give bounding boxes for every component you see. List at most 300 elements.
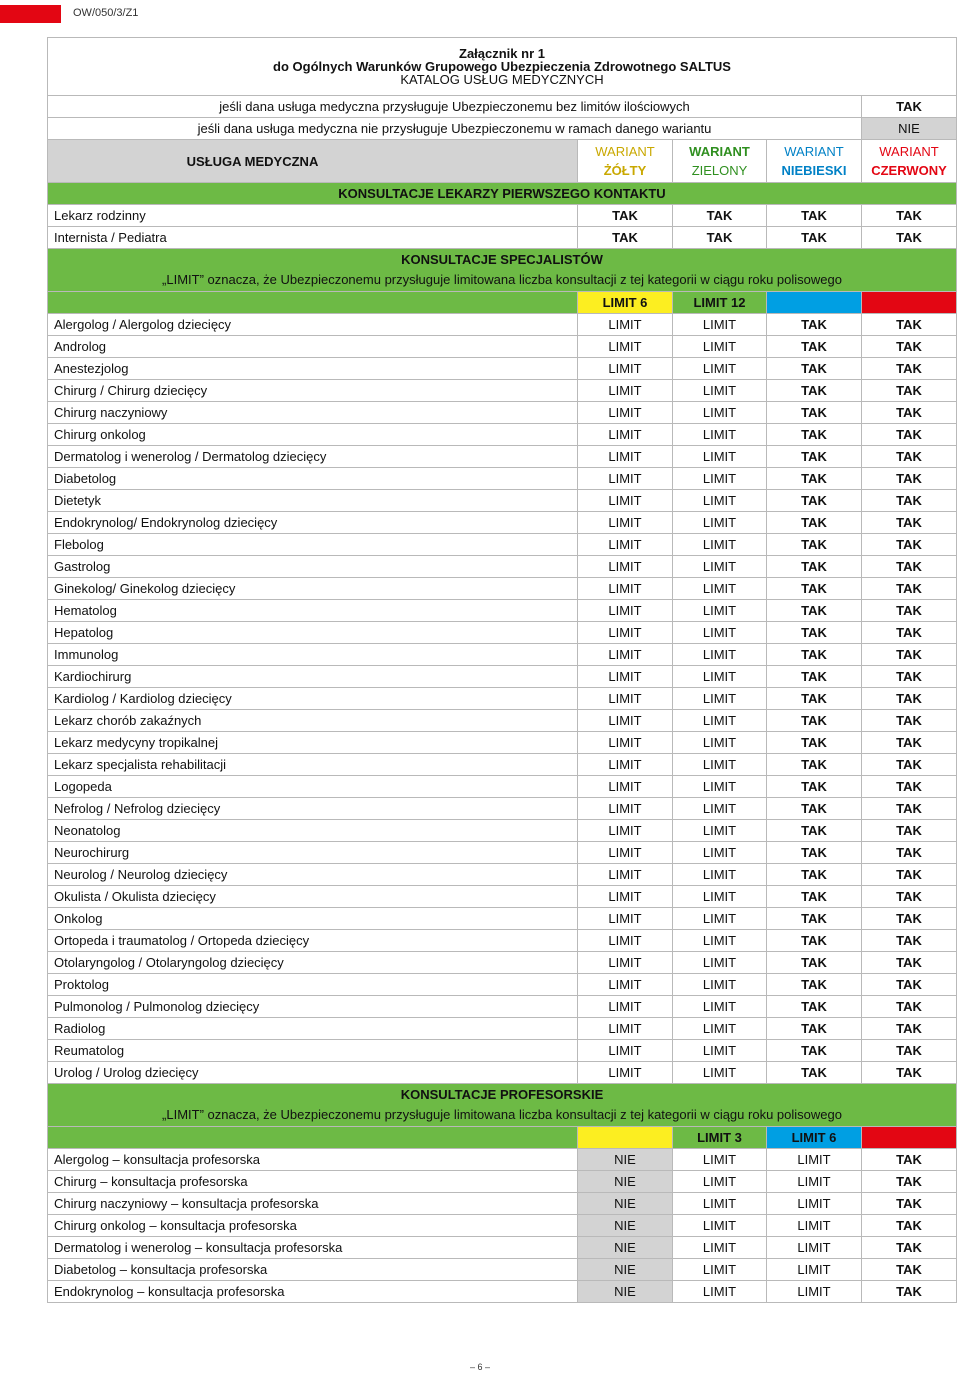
specialists-value-blue: TAK (767, 666, 862, 688)
professors-value-green: LIMIT (673, 1149, 767, 1171)
specialists-service-name: Androlog (48, 336, 578, 358)
primary-care-service-name: Lekarz rodzinny (48, 205, 578, 227)
variant-green-header (673, 140, 767, 183)
specialists-row (48, 446, 957, 468)
specialists-value-green: LIMIT (673, 402, 767, 424)
professors-row (48, 1281, 957, 1303)
specialists-value-yellow: LIMIT (578, 732, 673, 754)
specialists-value-blue: TAK (767, 358, 862, 380)
professors-row (48, 1259, 957, 1281)
primary-care-value-red: TAK (862, 205, 957, 227)
specialists-row (48, 622, 957, 644)
specialists-value-green: LIMIT (673, 468, 767, 490)
section-professors-title: KONSULTACJE PROFESORSKIE (400, 1087, 604, 1102)
specialists-value-yellow: LIMIT (578, 820, 673, 842)
specialists-value-green: LIMIT (673, 776, 767, 798)
specialists-value-red: TAK (862, 886, 957, 908)
professors-limit-green: LIMIT 3 (673, 1127, 767, 1149)
variant-red-name: CZERWONY (871, 163, 947, 178)
specialists-value-red: TAK (862, 380, 957, 402)
specialists-value-green: LIMIT (673, 314, 767, 336)
specialists-service-name: Kardiochirurg (48, 666, 578, 688)
specialists-service-name: Endokrynolog/ Endokrynolog dziecięcy (48, 512, 578, 534)
specialists-value-green: LIMIT (673, 600, 767, 622)
specialists-service-name: Ginekolog/ Ginekolog dziecięcy (48, 578, 578, 600)
specialists-value-blue: TAK (767, 490, 862, 512)
specialists-value-green: LIMIT (673, 512, 767, 534)
professors-service-name: Chirurg onkolog – konsultacja profesorska (48, 1215, 578, 1237)
specialists-value-yellow: LIMIT (578, 1062, 673, 1084)
specialists-value-blue: TAK (767, 380, 862, 402)
service-column-header: USŁUGA MEDYCZNA (48, 140, 578, 183)
variant-yellow-name: ŻÓŁTY (603, 163, 647, 178)
specialists-value-red: TAK (862, 336, 957, 358)
specialists-value-green: LIMIT (673, 424, 767, 446)
specialists-value-yellow: LIMIT (578, 930, 673, 952)
professors-service-name: Diabetolog – konsultacja profesorska (48, 1259, 578, 1281)
specialists-row (48, 578, 957, 600)
specialists-value-green: LIMIT (673, 930, 767, 952)
medical-services-catalog-table (47, 37, 957, 1303)
professors-value-green: LIMIT (673, 1171, 767, 1193)
specialists-value-blue: TAK (767, 534, 862, 556)
specialists-row (48, 666, 957, 688)
specialists-value-red: TAK (862, 622, 957, 644)
specialists-service-name: Radiolog (48, 1018, 578, 1040)
specialists-value-yellow: LIMIT (578, 314, 673, 336)
specialists-value-blue: TAK (767, 996, 862, 1018)
professors-row (48, 1215, 957, 1237)
specialists-value-green: LIMIT (673, 974, 767, 996)
specialists-value-red: TAK (862, 952, 957, 974)
specialists-value-blue: TAK (767, 974, 862, 996)
professors-value-red: TAK (862, 1237, 957, 1259)
specialists-service-name: Neonatolog (48, 820, 578, 842)
specialists-value-yellow: LIMIT (578, 402, 673, 424)
column-header-row (48, 140, 957, 183)
legend-tak-text: jeśli dana usługa medyczna przysługuje Ubezpieczonemu bez limitów ilościowych (48, 96, 862, 118)
specialists-value-blue: TAK (767, 1040, 862, 1062)
specialists-service-name: Onkolog (48, 908, 578, 930)
specialists-service-name: Chirurg onkolog (48, 424, 578, 446)
specialists-service-name: Chirurg naczyniowy (48, 402, 578, 424)
specialists-value-yellow: LIMIT (578, 776, 673, 798)
specialists-value-yellow: LIMIT (578, 446, 673, 468)
specialists-limits-spacer (48, 292, 578, 314)
specialists-row (48, 534, 957, 556)
professors-value-blue: LIMIT (767, 1171, 862, 1193)
specialists-row (48, 556, 957, 578)
professors-value-yellow: NIE (578, 1259, 673, 1281)
professors-limits-spacer (48, 1127, 578, 1149)
specialists-value-blue: TAK (767, 336, 862, 358)
specialists-value-green: LIMIT (673, 490, 767, 512)
specialists-row (48, 776, 957, 798)
specialists-value-red: TAK (862, 864, 957, 886)
specialists-row (48, 512, 957, 534)
specialists-service-name: Hepatolog (48, 622, 578, 644)
professors-value-green: LIMIT (673, 1215, 767, 1237)
primary-care-service-name: Internista / Pediatra (48, 227, 578, 249)
specialists-value-red: TAK (862, 1062, 957, 1084)
specialists-value-red: TAK (862, 534, 957, 556)
specialists-row (48, 644, 957, 666)
professors-value-yellow: NIE (578, 1193, 673, 1215)
specialists-value-green: LIMIT (673, 380, 767, 402)
specialists-service-name: Proktolog (48, 974, 578, 996)
specialists-value-blue: TAK (767, 864, 862, 886)
catalog-body (48, 38, 957, 1303)
specialists-value-blue: TAK (767, 512, 862, 534)
specialists-value-green: LIMIT (673, 908, 767, 930)
specialists-row (48, 820, 957, 842)
primary-care-row (48, 227, 957, 249)
specialists-value-yellow: LIMIT (578, 578, 673, 600)
specialists-row (48, 908, 957, 930)
specialists-value-green: LIMIT (673, 578, 767, 600)
specialists-value-green: LIMIT (673, 534, 767, 556)
specialists-value-red: TAK (862, 974, 957, 996)
specialists-value-green: LIMIT (673, 336, 767, 358)
specialists-value-red: TAK (862, 424, 957, 446)
specialists-value-yellow: LIMIT (578, 996, 673, 1018)
section-professors-header (48, 1084, 957, 1127)
specialists-value-red: TAK (862, 1040, 957, 1062)
specialists-value-yellow: LIMIT (578, 644, 673, 666)
specialists-value-red: TAK (862, 1018, 957, 1040)
professors-value-yellow: NIE (578, 1237, 673, 1259)
specialists-value-blue: TAK (767, 908, 862, 930)
professors-row (48, 1149, 957, 1171)
specialists-value-blue: TAK (767, 820, 862, 842)
specialists-value-red: TAK (862, 754, 957, 776)
specialists-value-green: LIMIT (673, 622, 767, 644)
specialists-value-green: LIMIT (673, 710, 767, 732)
professors-limits-row (48, 1127, 957, 1149)
specialists-value-blue: TAK (767, 1062, 862, 1084)
specialists-row (48, 710, 957, 732)
specialists-value-green: LIMIT (673, 556, 767, 578)
specialists-row (48, 732, 957, 754)
specialists-row (48, 864, 957, 886)
specialists-value-blue: TAK (767, 930, 862, 952)
specialists-service-name: Otolaryngolog / Otolaryngolog dziecięcy (48, 952, 578, 974)
specialists-value-green: LIMIT (673, 688, 767, 710)
specialists-service-name: Ortopeda i traumatolog / Ortopeda dziecięcy (48, 930, 578, 952)
specialists-value-blue: TAK (767, 314, 862, 336)
specialists-value-blue: TAK (767, 622, 862, 644)
specialists-row (48, 886, 957, 908)
specialists-limit-green: LIMIT 12 (673, 292, 767, 314)
specialists-value-green: LIMIT (673, 886, 767, 908)
title-row (48, 38, 957, 96)
professors-value-green: LIMIT (673, 1193, 767, 1215)
specialists-service-name: Lekarz specjalista rehabilitacji (48, 754, 578, 776)
specialists-limits-row (48, 292, 957, 314)
specialists-value-green: LIMIT (673, 1040, 767, 1062)
specialists-value-blue: TAK (767, 556, 862, 578)
specialists-value-green: LIMIT (673, 754, 767, 776)
specialists-row (48, 974, 957, 996)
specialists-value-yellow: LIMIT (578, 512, 673, 534)
specialists-row (48, 842, 957, 864)
specialists-value-blue: TAK (767, 688, 862, 710)
specialists-value-blue: TAK (767, 754, 862, 776)
document-code: OW/050/3/Z1 (73, 7, 139, 19)
specialists-value-red: TAK (862, 688, 957, 710)
specialists-value-yellow: LIMIT (578, 556, 673, 578)
specialists-value-red: TAK (862, 314, 957, 336)
specialists-service-name: Flebolog (48, 534, 578, 556)
specialists-service-name: Neurolog / Neurolog dziecięcy (48, 864, 578, 886)
specialists-value-green: LIMIT (673, 952, 767, 974)
specialists-value-red: TAK (862, 820, 957, 842)
professors-value-red: TAK (862, 1281, 957, 1303)
specialists-value-blue: TAK (767, 710, 862, 732)
professors-value-yellow: NIE (578, 1171, 673, 1193)
catalog-title (48, 38, 957, 96)
specialists-value-red: TAK (862, 908, 957, 930)
specialists-row (48, 952, 957, 974)
specialists-value-yellow: LIMIT (578, 798, 673, 820)
specialists-value-red: TAK (862, 710, 957, 732)
specialists-value-red: TAK (862, 468, 957, 490)
specialists-value-green: LIMIT (673, 996, 767, 1018)
specialists-value-yellow: LIMIT (578, 842, 673, 864)
specialists-value-blue: TAK (767, 578, 862, 600)
specialists-service-name: Lekarz chorób zakaźnych (48, 710, 578, 732)
specialists-value-blue: TAK (767, 600, 862, 622)
specialists-service-name: Okulista / Okulista dziecięcy (48, 886, 578, 908)
page-number: – 6 – (469, 1362, 491, 1372)
primary-care-value-blue: TAK (767, 205, 862, 227)
specialists-value-yellow: LIMIT (578, 710, 673, 732)
annex-title: Załącznik nr 1 (459, 46, 545, 61)
specialists-service-name: Dietetyk (48, 490, 578, 512)
specialists-value-blue: TAK (767, 424, 862, 446)
professors-service-name: Chirurg – konsultacja profesorska (48, 1171, 578, 1193)
professors-row (48, 1237, 957, 1259)
professors-value-red: TAK (862, 1193, 957, 1215)
variant-red-label: WARIANT (879, 144, 939, 159)
specialists-limit-blue (767, 292, 862, 314)
specialists-value-red: TAK (862, 512, 957, 534)
specialists-value-red: TAK (862, 358, 957, 380)
specialists-value-yellow: LIMIT (578, 688, 673, 710)
specialists-row (48, 314, 957, 336)
specialists-value-blue: TAK (767, 402, 862, 424)
professors-service-name: Dermatolog i wenerolog – konsultacja profesorska (48, 1237, 578, 1259)
primary-care-value-green: TAK (673, 205, 767, 227)
specialists-row (48, 402, 957, 424)
specialists-value-blue: TAK (767, 446, 862, 468)
specialists-value-red: TAK (862, 644, 957, 666)
legend-tak-value: TAK (862, 96, 957, 118)
specialists-row (48, 336, 957, 358)
specialists-value-red: TAK (862, 798, 957, 820)
specialists-value-yellow: LIMIT (578, 468, 673, 490)
professors-limit-yellow (578, 1127, 673, 1149)
specialists-limit-yellow: LIMIT 6 (578, 292, 673, 314)
specialists-service-name: Urolog / Urolog dziecięcy (48, 1062, 578, 1084)
specialists-value-blue: TAK (767, 886, 862, 908)
professors-limit-red (862, 1127, 957, 1149)
specialists-value-yellow: LIMIT (578, 908, 673, 930)
specialists-value-yellow: LIMIT (578, 490, 673, 512)
primary-care-value-green: TAK (673, 227, 767, 249)
specialists-value-red: TAK (862, 402, 957, 424)
specialists-service-name: Pulmonolog / Pulmonolog dziecięcy (48, 996, 578, 1018)
specialists-value-yellow: LIMIT (578, 622, 673, 644)
section-primary-care-title: KONSULTACJE LEKARZY PIERWSZEGO KONTAKTU (48, 183, 957, 205)
professors-value-blue: LIMIT (767, 1215, 862, 1237)
variant-yellow-label: WARIANT (595, 144, 655, 159)
specialists-value-green: LIMIT (673, 666, 767, 688)
specialists-service-name: Chirurg / Chirurg dziecięcy (48, 380, 578, 402)
specialists-value-green: LIMIT (673, 820, 767, 842)
specialists-row (48, 1018, 957, 1040)
section-specialists-header-row (48, 249, 957, 292)
specialists-value-blue: TAK (767, 952, 862, 974)
professors-value-green: LIMIT (673, 1281, 767, 1303)
professors-value-yellow: NIE (578, 1215, 673, 1237)
specialists-value-blue: TAK (767, 468, 862, 490)
specialists-value-red: TAK (862, 578, 957, 600)
professors-value-yellow: NIE (578, 1149, 673, 1171)
primary-care-value-blue: TAK (767, 227, 862, 249)
specialists-value-blue: TAK (767, 1018, 862, 1040)
professors-value-green: LIMIT (673, 1259, 767, 1281)
specialists-value-red: TAK (862, 930, 957, 952)
primary-care-row (48, 205, 957, 227)
specialists-service-name: Hematolog (48, 600, 578, 622)
primary-care-value-red: TAK (862, 227, 957, 249)
variant-blue-label: WARIANT (784, 144, 844, 159)
professors-value-blue: LIMIT (767, 1259, 862, 1281)
specialists-row (48, 688, 957, 710)
professors-value-blue: LIMIT (767, 1149, 862, 1171)
professors-limit-blue: LIMIT 6 (767, 1127, 862, 1149)
professors-row (48, 1171, 957, 1193)
legend-row-nie (48, 118, 957, 140)
specialists-value-blue: TAK (767, 842, 862, 864)
section-primary-care-title-row (48, 183, 957, 205)
specialists-value-yellow: LIMIT (578, 886, 673, 908)
catalog-name: KATALOG USŁUG MEDYCZNYCH (400, 72, 604, 87)
specialists-service-name: Logopeda (48, 776, 578, 798)
specialists-value-red: TAK (862, 842, 957, 864)
variant-green-label: WARIANT (689, 144, 750, 159)
specialists-value-yellow: LIMIT (578, 754, 673, 776)
specialists-value-yellow: LIMIT (578, 534, 673, 556)
specialists-value-red: TAK (862, 600, 957, 622)
professors-value-red: TAK (862, 1171, 957, 1193)
specialists-service-name: Kardiolog / Kardiolog dziecięcy (48, 688, 578, 710)
professors-value-blue: LIMIT (767, 1237, 862, 1259)
specialists-service-name: Reumatolog (48, 1040, 578, 1062)
section-specialists-header (48, 249, 957, 292)
variant-blue-header (767, 140, 862, 183)
professors-value-green: LIMIT (673, 1237, 767, 1259)
specialists-value-blue: TAK (767, 776, 862, 798)
specialists-value-red: TAK (862, 666, 957, 688)
specialists-value-green: LIMIT (673, 864, 767, 886)
specialists-value-yellow: LIMIT (578, 336, 673, 358)
specialists-row (48, 600, 957, 622)
professors-value-blue: LIMIT (767, 1193, 862, 1215)
specialists-row (48, 490, 957, 512)
specialists-value-yellow: LIMIT (578, 666, 673, 688)
variant-yellow-header (578, 140, 673, 183)
specialists-service-name: Anestezjolog (48, 358, 578, 380)
specialists-row (48, 930, 957, 952)
section-specialists-note: „LIMIT” oznacza, że Ubezpieczonemu przysługuje limitowana liczba konsultacji z tej kategorii w ciągu roku polisowego (162, 272, 842, 287)
professors-value-red: TAK (862, 1215, 957, 1237)
specialists-value-red: TAK (862, 732, 957, 754)
section-professors-header-row (48, 1084, 957, 1127)
annex-subtitle: do Ogólnych Warunków Grupowego Ubezpieczenia Zdrowotnego SALTUS (273, 59, 731, 74)
specialists-row (48, 996, 957, 1018)
specialists-value-green: LIMIT (673, 798, 767, 820)
specialists-value-blue: TAK (767, 798, 862, 820)
professors-service-name: Endokrynolog – konsultacja profesorska (48, 1281, 578, 1303)
variant-green-name: ZIELONY (691, 163, 748, 178)
primary-care-value-yellow: TAK (578, 205, 673, 227)
variant-blue-name: NIEBIESKI (781, 163, 847, 178)
specialists-service-name: Diabetolog (48, 468, 578, 490)
specialists-value-blue: TAK (767, 732, 862, 754)
professors-value-yellow: NIE (578, 1281, 673, 1303)
professors-value-red: TAK (862, 1149, 957, 1171)
specialists-value-blue: TAK (767, 644, 862, 666)
specialists-value-green: LIMIT (673, 732, 767, 754)
specialists-service-name: Neurochirurg (48, 842, 578, 864)
specialists-row (48, 380, 957, 402)
legend-nie-text: jeśli dana usługa medyczna nie przysługuje Ubezpieczonemu w ramach danego wariantu (48, 118, 862, 140)
specialists-service-name: Alergolog / Alergolog dziecięcy (48, 314, 578, 336)
specialists-service-name: Lekarz medycyny tropikalnej (48, 732, 578, 754)
specialists-value-green: LIMIT (673, 842, 767, 864)
specialists-value-red: TAK (862, 996, 957, 1018)
specialists-service-name: Dermatolog i wenerolog / Dermatolog dziecięcy (48, 446, 578, 468)
specialists-value-red: TAK (862, 490, 957, 512)
specialists-value-red: TAK (862, 556, 957, 578)
specialists-value-yellow: LIMIT (578, 358, 673, 380)
professors-service-name: Chirurg naczyniowy – konsultacja profesorska (48, 1193, 578, 1215)
specialists-value-yellow: LIMIT (578, 600, 673, 622)
specialists-value-yellow: LIMIT (578, 864, 673, 886)
specialists-value-yellow: LIMIT (578, 1018, 673, 1040)
specialists-row (48, 468, 957, 490)
specialists-value-yellow: LIMIT (578, 974, 673, 996)
specialists-row (48, 754, 957, 776)
specialists-value-yellow: LIMIT (578, 424, 673, 446)
section-specialists-title: KONSULTACJE SPECJALISTÓW (401, 252, 603, 267)
specialists-row (48, 798, 957, 820)
professors-service-name: Alergolog – konsultacja profesorska (48, 1149, 578, 1171)
specialists-value-yellow: LIMIT (578, 1040, 673, 1062)
specialists-value-yellow: LIMIT (578, 380, 673, 402)
specialists-value-red: TAK (862, 776, 957, 798)
specialists-row (48, 1062, 957, 1084)
specialists-limit-red (862, 292, 957, 314)
specialists-value-green: LIMIT (673, 1062, 767, 1084)
professors-value-blue: LIMIT (767, 1281, 862, 1303)
specialists-row (48, 1040, 957, 1062)
professors-value-red: TAK (862, 1259, 957, 1281)
legend-nie-value: NIE (862, 118, 957, 140)
specialists-row (48, 424, 957, 446)
